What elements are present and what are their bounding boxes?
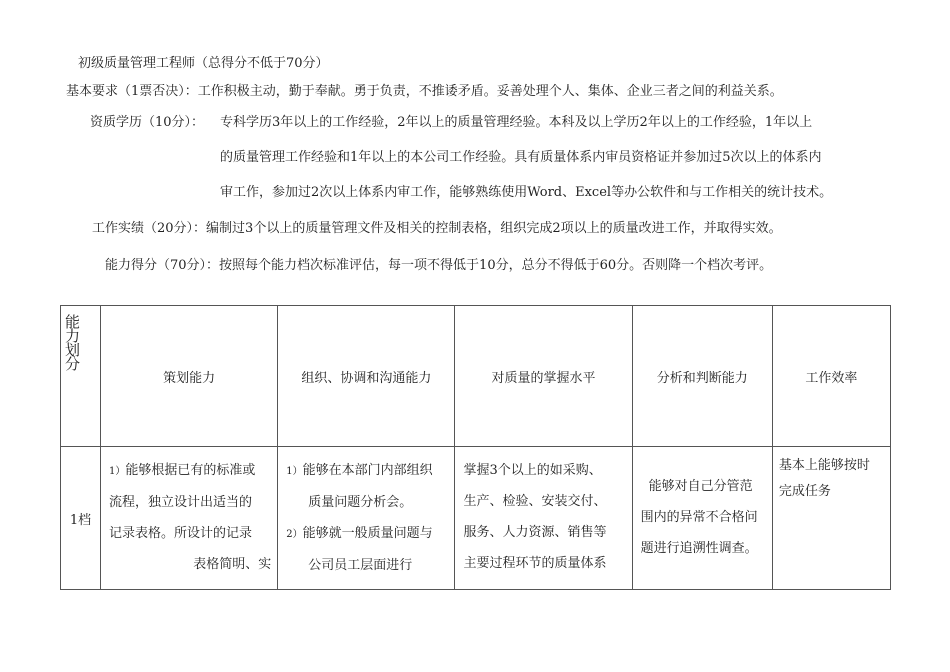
basic-requirement: 基本要求（1票否决）：工作积极主动，勤于奉献。勇于负责，不推诿矛盾。妥善处理个人、集体、企业三者之间的利益关系。 — [66, 84, 783, 99]
coordination-line-4: 公司员工层面进行 — [308, 558, 413, 573]
header-cell — [101, 306, 278, 447]
doc-title: 初级质量管理工程师（总得分不低于70分） — [78, 56, 329, 71]
ability-division-label: 能力划分 — [63, 314, 81, 370]
header-cell — [278, 306, 455, 447]
table-row — [61, 447, 891, 590]
qualification-line-1: 专科学历3年以上的工作经验，2年以上的质量管理经验。本科及以上学历2年以上的工作经验，1年以上 — [220, 115, 813, 130]
header-quality-mastery: 对质量的掌握水平 — [491, 370, 596, 386]
header-planning: 策划能力 — [163, 370, 216, 386]
quality-line-3: 服务、人力资源、销售等 — [463, 525, 607, 540]
corner-cell — [61, 306, 101, 447]
header-coordination: 组织、协调和沟通能力 — [301, 370, 432, 386]
planning-text — [101, 447, 277, 581]
ability-score: 能力得分（70分）：按照每个能力档次标准评估，每一项不得低于10分，总分不得低于60分。否则降一个档次考评。 — [105, 258, 773, 273]
header-cell — [772, 306, 890, 447]
planning-cell — [101, 447, 278, 590]
table-header-row — [61, 306, 891, 447]
quality-line-4: 主要过程环节的质量体系 — [463, 556, 607, 571]
planning-line-4: 表格简明、实 — [193, 557, 272, 572]
qualification-line-3: 审工作，参加过2次以上体系内审工作，能够熟练使用Word、Excel等办公软件和与工作相关的统计技术。 — [220, 185, 833, 200]
header-efficiency: 工作效率 — [805, 370, 858, 386]
analysis-cell — [632, 447, 772, 590]
header-cell — [632, 306, 772, 447]
efficiency-line-1: 基本上能够按时 — [778, 458, 870, 473]
ability-table — [60, 305, 891, 590]
level-cell — [61, 447, 101, 590]
header-analysis: 分析和判断能力 — [656, 370, 748, 386]
analysis-text — [633, 447, 772, 581]
qualification-line-2: 的质量管理工作经验和1年以上的本公司工作经验。具有质量体系内审员资格证并参加过5次以上的体系内 — [220, 150, 822, 165]
analysis-line-2: 围内的异常不合格问 — [640, 510, 758, 525]
level-label: 1档 — [69, 512, 92, 528]
efficiency-cell — [772, 447, 890, 590]
coordination-cell — [278, 447, 455, 590]
efficiency-text — [773, 447, 890, 581]
analysis-line-3: 题进行追溯性调查。 — [640, 541, 758, 556]
coordination-line-3: 2）能够就一般质量问题与 — [286, 526, 433, 541]
planning-line-3: 记录表格。所设计的记录 — [109, 526, 253, 541]
work-performance: 工作实绩（20分）：编制过3个以上的质量管理文件及相关的控制表格，组织完成2项以上的质量改进工作，并取得实效。 — [92, 221, 782, 236]
analysis-line-1: 能够对自己分管范 — [648, 479, 753, 494]
coordination-line-1: 1）能够在本部门内部组织 — [286, 463, 433, 478]
quality-text — [455, 447, 631, 581]
quality-line-2: 生产、检验、安装交付、 — [463, 494, 607, 509]
efficiency-line-2: 完成任务 — [778, 484, 831, 499]
qualification-label: 资质学历（10分）： — [90, 115, 205, 130]
planning-line-2: 流程，独立设计出适当的 — [109, 495, 253, 510]
quality-cell — [455, 447, 632, 590]
header-cell — [455, 306, 632, 447]
coordination-text — [278, 447, 454, 581]
planning-line-1: 1）能够根据已有的标准或 — [109, 463, 256, 478]
quality-line-1: 掌握3个以上的如采购、 — [463, 463, 602, 478]
coordination-line-2: 质量问题分析会。 — [308, 495, 413, 510]
